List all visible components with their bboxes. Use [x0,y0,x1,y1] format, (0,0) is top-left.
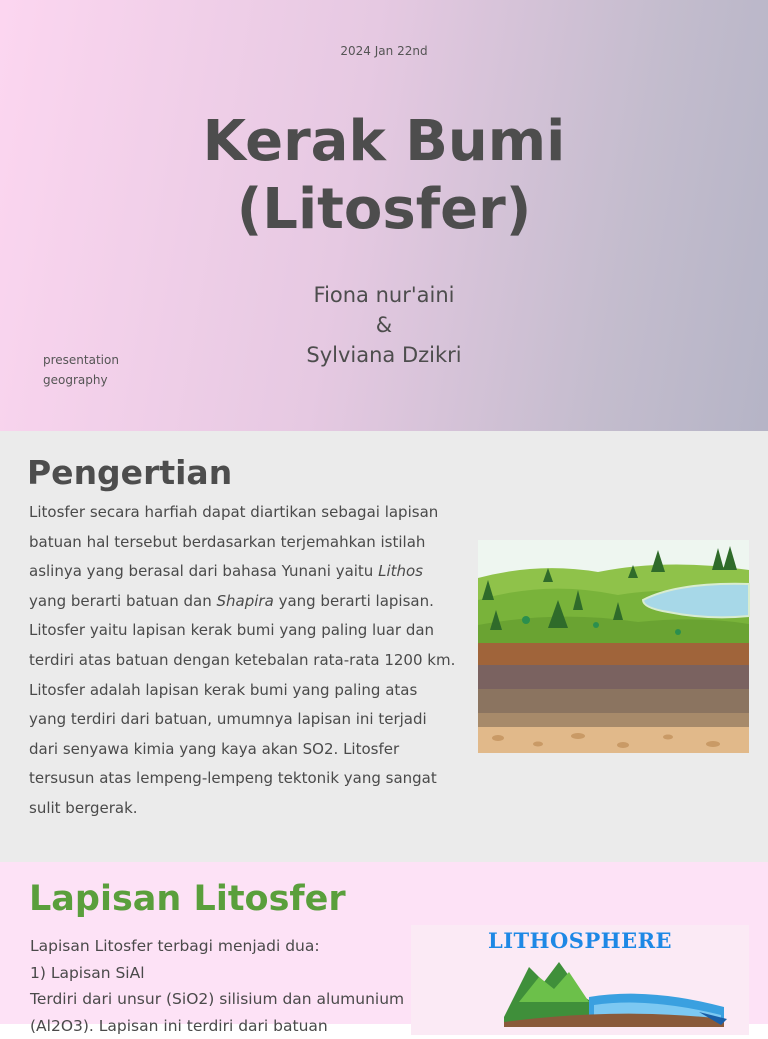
lithosphere-label: LITHOSPHERE [411,928,749,953]
title-line-1: Kerak Bumi [203,109,566,174]
term-lithos: Lithos [378,562,423,580]
lapisan-line-2: 1) Lapisan SiAl [30,960,430,987]
lapisan-line-4: (Al2O3). Lapisan ini terdiri dari batuan [30,1013,430,1039]
lapisan-heading: Lapisan Litosfer [29,879,346,919]
paragraph-part-2: yang berarti batuan dan [29,592,217,610]
paragraph-part-3: yang berarti lapisan. Litosfer yaitu lapisan kerak bumi yang paling luar dan terdiri atas batuan dengan ketebalan rata-rata 1200 km. Litosfer adalah lapisan kerak bumi yang paling atas yang terdiri dari batuan, umumnya lapisan ini terjadi dari senyawa kimia yang kaya akan SO2. Litosfer tersusun atas lempeng-lempeng tektonik yang sangat sulit bergerak. [29,592,455,817]
lithosphere-illustration [499,957,729,1027]
lithosphere-image [411,925,749,1035]
lapisan-text [30,933,430,1039]
author-2: Sylviana Dzikri [0,340,768,370]
pengertian-slide [0,431,768,862]
lapisan-slide [0,862,768,1024]
pengertian-paragraph [29,498,457,824]
lapisan-line-1: Lapisan Litosfer terbagi menjadi dua: [30,933,430,960]
page-title [0,108,768,244]
paragraph-part-1: Litosfer secara harfiah dapat diartikan sebagai lapisan batuan hal tersebut berdasarkan terjemahkan istilah aslinya yang berasal dari bahasa Yunani yaitu [29,503,438,580]
note-line-1: presentation [43,350,119,370]
soil-layers-illustration [478,540,749,753]
title-line-2: (Litosfer) [237,177,532,242]
presentation-date: 2024 Jan 22nd [0,44,768,58]
author-ampersand: & [0,310,768,340]
term-shapira: Shapira [217,592,274,610]
lapisan-line-3: Terdiri dari unsur (SiO2) silisium dan alumunium [30,986,430,1013]
note-line-2: geography [43,370,119,390]
pengertian-heading: Pengertian [27,453,232,492]
presentation-subject [43,350,119,390]
author-1: Fiona nur'aini [0,280,768,310]
title-slide [0,0,768,431]
